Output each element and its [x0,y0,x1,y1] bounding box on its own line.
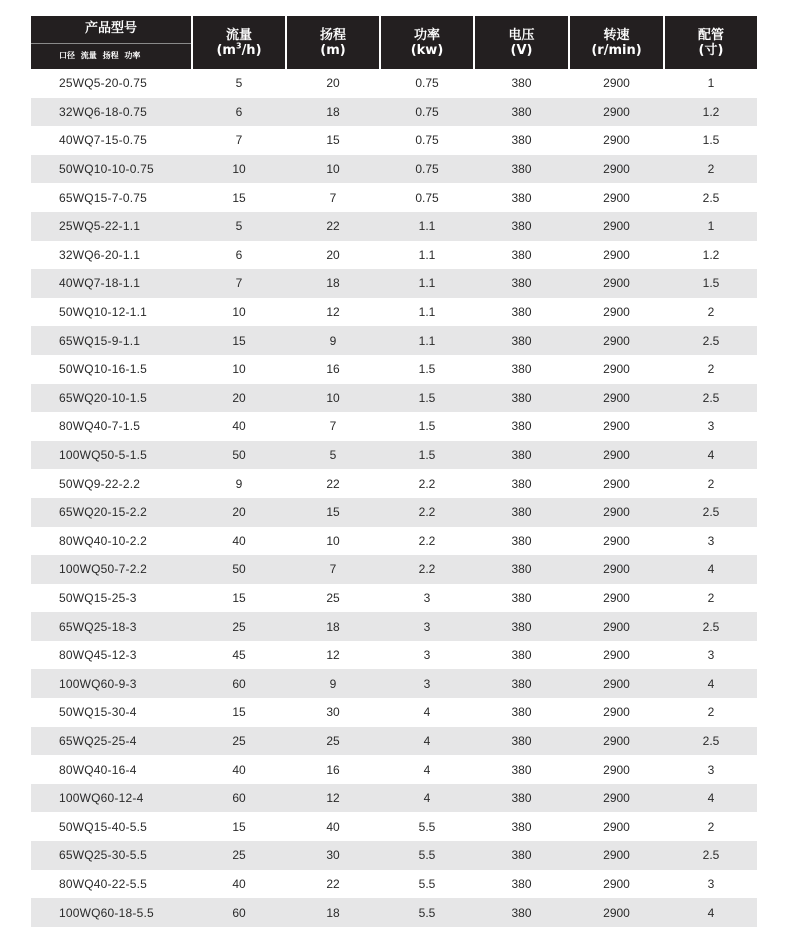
header-pipe [665,16,757,69]
cell-voltage: 380 [511,848,532,863]
cell-flow: 25 [232,848,246,863]
cell-speed: 2900 [603,305,630,320]
cell-head: 20 [326,76,340,91]
cell-flow: 10 [232,162,246,177]
cell-speed: 2900 [603,448,630,463]
table-row [31,98,757,127]
header-flow-unit: $(m^3/h)$ [216,41,262,58]
cell-head: 12 [326,648,340,663]
cell-flow: 15 [232,819,246,834]
pump-spec-table [31,16,757,927]
cell-pipe: 2 [707,476,715,491]
cell-pipe: 1.5 [702,276,720,291]
cell-flow: 60 [232,905,246,920]
cell-head: 12 [326,305,340,320]
table-row [31,412,757,441]
cell-flow: 40 [232,876,246,891]
header-model-title: 产品型号 [31,16,191,44]
table-row [31,841,757,870]
cell-power: 2.2 [418,562,436,577]
table-row [31,612,757,641]
cell-flow: 40 [232,419,246,434]
table-row [31,441,757,470]
cell-voltage: 380 [511,305,532,320]
cell-pipe: 4 [707,676,715,691]
cell-model: 40WQ7-15-0.75 [59,133,147,148]
table-row [31,241,757,270]
cell-flow: 50 [232,562,246,577]
cell-head: 10 [326,533,340,548]
cell-voltage: 380 [511,448,532,463]
table-row [31,870,757,899]
cell-head: 25 [326,590,340,605]
cell-pipe: 2 [707,590,715,605]
cell-power: 3 [423,648,431,663]
cell-speed: 2900 [603,276,630,291]
cell-model: 50WQ15-25-3 [59,590,137,605]
cell-voltage: 380 [511,762,532,777]
cell-voltage: 380 [511,619,532,634]
cell-pipe: 2.5 [702,733,720,748]
cell-voltage: 380 [511,362,532,377]
cell-power: 5.5 [418,848,436,863]
cell-pipe: 4 [707,562,715,577]
table-header [31,16,757,69]
cell-head: 18 [326,276,340,291]
cell-speed: 2900 [603,162,630,177]
cell-speed: 2900 [603,619,630,634]
table-body [31,69,757,927]
cell-flow: 40 [232,533,246,548]
table-row [31,155,757,184]
cell-pipe: 3 [707,419,715,434]
cell-flow: 10 [232,305,246,320]
cell-flow: 10 [232,362,246,377]
header-voltage-unit: (V) [510,42,533,58]
cell-pipe: 2.5 [702,619,720,634]
cell-speed: 2900 [603,505,630,520]
cell-head: 22 [326,476,340,491]
cell-voltage: 380 [511,162,532,177]
cell-speed: 2900 [603,590,630,605]
table-row [31,727,757,756]
cell-pipe: 1 [707,76,715,91]
table-row [31,326,757,355]
cell-head: 10 [326,390,340,405]
cell-power: 1.5 [418,419,436,434]
cell-pipe: 2.5 [702,390,720,405]
cell-flow: 50 [232,448,246,463]
cell-head: 7 [329,419,337,434]
cell-flow: 7 [235,133,243,148]
cell-flow: 9 [235,476,243,491]
cell-model: 100WQ50-5-1.5 [59,448,147,463]
cell-flow: 60 [232,676,246,691]
cell-head: 18 [326,905,340,920]
cell-power: 1.1 [418,276,436,291]
cell-speed: 2900 [603,848,630,863]
header-voltage-title: 电压 [508,27,535,43]
cell-pipe: 4 [707,448,715,463]
table-row [31,183,757,212]
cell-power: 5.5 [418,905,436,920]
cell-speed: 2900 [603,390,630,405]
cell-voltage: 380 [511,476,532,491]
cell-head: 18 [326,619,340,634]
cell-speed: 2900 [603,791,630,806]
cell-model: 65WQ20-15-2.2 [59,505,147,520]
cell-model: 80WQ40-22-5.5 [59,876,147,891]
cell-head: 5 [329,448,337,463]
table-row [31,355,757,384]
cell-power: 1.1 [418,219,436,234]
cell-model: 80WQ40-7-1.5 [59,419,141,434]
cell-power: 3 [423,619,431,634]
cell-voltage: 380 [511,562,532,577]
cell-speed: 2900 [603,190,630,205]
cell-flow: 7 [235,276,243,291]
cell-model: 65WQ25-25-4 [59,733,137,748]
header-speed-title: 转速 [603,27,630,43]
header-speed [570,16,663,69]
cell-pipe: 2.5 [702,333,720,348]
cell-head: 16 [326,362,340,377]
cell-voltage: 380 [511,819,532,834]
cell-voltage: 380 [511,333,532,348]
cell-power: 4 [423,762,431,777]
cell-head: 20 [326,247,340,262]
cell-power: 5.5 [418,876,436,891]
cell-model: 80WQ40-16-4 [59,762,137,777]
cell-voltage: 380 [511,590,532,605]
header-flow-title: 流量 [225,27,252,43]
cell-power: 0.75 [415,162,439,177]
cell-voltage: 380 [511,676,532,691]
cell-head: 40 [326,819,340,834]
cell-flow: 45 [232,648,246,663]
cell-model: 100WQ50-7-2.2 [59,562,147,577]
table-row [31,269,757,298]
cell-pipe: 1.5 [702,133,720,148]
cell-speed: 2900 [603,562,630,577]
table-row [31,555,757,584]
cell-pipe: 2.5 [702,505,720,520]
cell-flow: 60 [232,791,246,806]
cell-speed: 2900 [603,905,630,920]
cell-voltage: 380 [511,505,532,520]
header-head [287,16,379,69]
table-row [31,898,757,927]
cell-model: 80WQ45-12-3 [59,648,137,663]
cell-flow: 5 [235,219,243,234]
cell-power: 4 [423,705,431,720]
cell-speed: 2900 [603,648,630,663]
cell-power: 3 [423,676,431,691]
cell-pipe: 3 [707,648,715,663]
cell-pipe: 2 [707,162,715,177]
cell-power: 2.2 [418,505,436,520]
cell-head: 12 [326,791,340,806]
cell-voltage: 380 [511,648,532,663]
cell-voltage: 380 [511,276,532,291]
table-row [31,384,757,413]
cell-model: 65WQ15-9-1.1 [59,333,141,348]
cell-flow: 40 [232,762,246,777]
cell-power: 1.5 [418,448,436,463]
cell-voltage: 380 [511,733,532,748]
table-row [31,784,757,813]
cell-voltage: 380 [511,791,532,806]
header-power-unit: (kw) [410,42,444,58]
cell-head: 18 [326,104,340,119]
header-model [31,16,191,69]
cell-speed: 2900 [603,104,630,119]
cell-speed: 2900 [603,733,630,748]
cell-power: 2.2 [418,533,436,548]
cell-power: 1.1 [418,333,436,348]
cell-speed: 2900 [603,676,630,691]
cell-model: 100WQ60-12-4 [59,791,144,806]
table-row [31,641,757,670]
cell-head: 22 [326,876,340,891]
cell-speed: 2900 [603,333,630,348]
header-pipe-unit: (寸) [698,42,724,58]
table-row [31,584,757,613]
cell-power: 3 [423,590,431,605]
cell-speed: 2900 [603,219,630,234]
cell-power: 0.75 [415,76,439,91]
cell-flow: 6 [235,104,243,119]
cell-model: 50WQ15-40-5.5 [59,819,147,834]
cell-voltage: 380 [511,876,532,891]
cell-head: 7 [329,562,337,577]
cell-speed: 2900 [603,762,630,777]
cell-pipe: 1 [707,219,715,234]
header-voltage [475,16,568,69]
cell-model: 65WQ25-30-5.5 [59,848,147,863]
cell-model: 50WQ15-30-4 [59,705,137,720]
cell-model: 32WQ6-20-1.1 [59,247,141,262]
cell-power: 1.5 [418,362,436,377]
cell-speed: 2900 [603,476,630,491]
cell-model: 65WQ20-10-1.5 [59,390,147,405]
cell-pipe: 2 [707,819,715,834]
cell-pipe: 2.5 [702,848,720,863]
cell-speed: 2900 [603,362,630,377]
cell-model: 32WQ6-18-0.75 [59,104,147,119]
table-row [31,469,757,498]
cell-model: 65WQ25-18-3 [59,619,137,634]
cell-speed: 2900 [603,247,630,262]
cell-head: 15 [326,133,340,148]
cell-model: 25WQ5-20-0.75 [59,76,147,91]
cell-pipe: 4 [707,791,715,806]
cell-flow: 15 [232,333,246,348]
cell-speed: 2900 [603,533,630,548]
table-row [31,812,757,841]
cell-model: 50WQ10-12-1.1 [59,305,147,320]
cell-voltage: 380 [511,419,532,434]
cell-head: 30 [326,848,340,863]
cell-voltage: 380 [511,190,532,205]
cell-voltage: 380 [511,247,532,262]
cell-power: 4 [423,791,431,806]
cell-model: 80WQ40-10-2.2 [59,533,147,548]
cell-flow: 15 [232,190,246,205]
cell-head: 10 [326,162,340,177]
cell-flow: 5 [235,76,243,91]
cell-voltage: 380 [511,390,532,405]
header-flow [193,16,285,69]
table-row [31,298,757,327]
cell-head: 25 [326,733,340,748]
cell-head: 15 [326,505,340,520]
cell-voltage: 380 [511,705,532,720]
cell-speed: 2900 [603,705,630,720]
cell-head: 16 [326,762,340,777]
table-row [31,126,757,155]
cell-voltage: 380 [511,76,532,91]
cell-model: 40WQ7-18-1.1 [59,276,141,291]
cell-pipe: 3 [707,762,715,777]
table-row [31,527,757,556]
cell-power: 0.75 [415,133,439,148]
table-row [31,669,757,698]
cell-flow: 20 [232,390,246,405]
cell-model: 100WQ60-9-3 [59,676,137,691]
cell-head: 9 [329,676,337,691]
cell-model: 50WQ10-16-1.5 [59,362,147,377]
cell-voltage: 380 [511,533,532,548]
cell-power: 2.2 [418,476,436,491]
cell-head: 9 [329,333,337,348]
header-head-unit: (m) [320,42,346,58]
cell-model: 50WQ9-22-2.2 [59,476,141,491]
cell-flow: 15 [232,705,246,720]
cell-power: 1.5 [418,390,436,405]
header-model-subtitle: 口径 流量 扬程 功率 [59,51,141,60]
cell-model: 25WQ5-22-1.1 [59,219,141,234]
cell-model: 100WQ60-18-5.5 [59,905,154,920]
cell-voltage: 380 [511,104,532,119]
cell-model: 65WQ15-7-0.75 [59,190,147,205]
cell-flow: 25 [232,619,246,634]
cell-power: 0.75 [415,190,439,205]
cell-head: 22 [326,219,340,234]
cell-flow: 6 [235,247,243,262]
header-speed-unit: (r/min) [591,42,642,58]
header-head-title: 扬程 [319,27,346,43]
cell-pipe: 1.2 [702,247,720,262]
header-power [381,16,473,69]
cell-head: 30 [326,705,340,720]
cell-speed: 2900 [603,876,630,891]
cell-voltage: 380 [511,905,532,920]
table-row [31,212,757,241]
cell-pipe: 2.5 [702,190,720,205]
cell-flow: 20 [232,505,246,520]
cell-pipe: 3 [707,876,715,891]
cell-pipe: 1.2 [702,104,720,119]
cell-flow: 15 [232,590,246,605]
table-row [31,698,757,727]
cell-pipe: 2 [707,305,715,320]
cell-pipe: 4 [707,905,715,920]
header-power-title: 功率 [413,27,440,43]
cell-head: 7 [329,190,337,205]
cell-model: 50WQ10-10-0.75 [59,162,154,177]
cell-voltage: 380 [511,133,532,148]
cell-pipe: 2 [707,705,715,720]
cell-power: 0.75 [415,104,439,119]
cell-power: 4 [423,733,431,748]
cell-pipe: 2 [707,362,715,377]
cell-speed: 2900 [603,419,630,434]
cell-pipe: 3 [707,533,715,548]
table-row [31,755,757,784]
table-row [31,69,757,98]
table-row [31,498,757,527]
cell-power: 5.5 [418,819,436,834]
cell-power: 1.1 [418,305,436,320]
cell-speed: 2900 [603,819,630,834]
cell-power: 1.1 [418,247,436,262]
header-pipe-title: 配管 [697,27,724,43]
cell-voltage: 380 [511,219,532,234]
cell-speed: 2900 [603,133,630,148]
cell-flow: 25 [232,733,246,748]
cell-speed: 2900 [603,76,630,91]
